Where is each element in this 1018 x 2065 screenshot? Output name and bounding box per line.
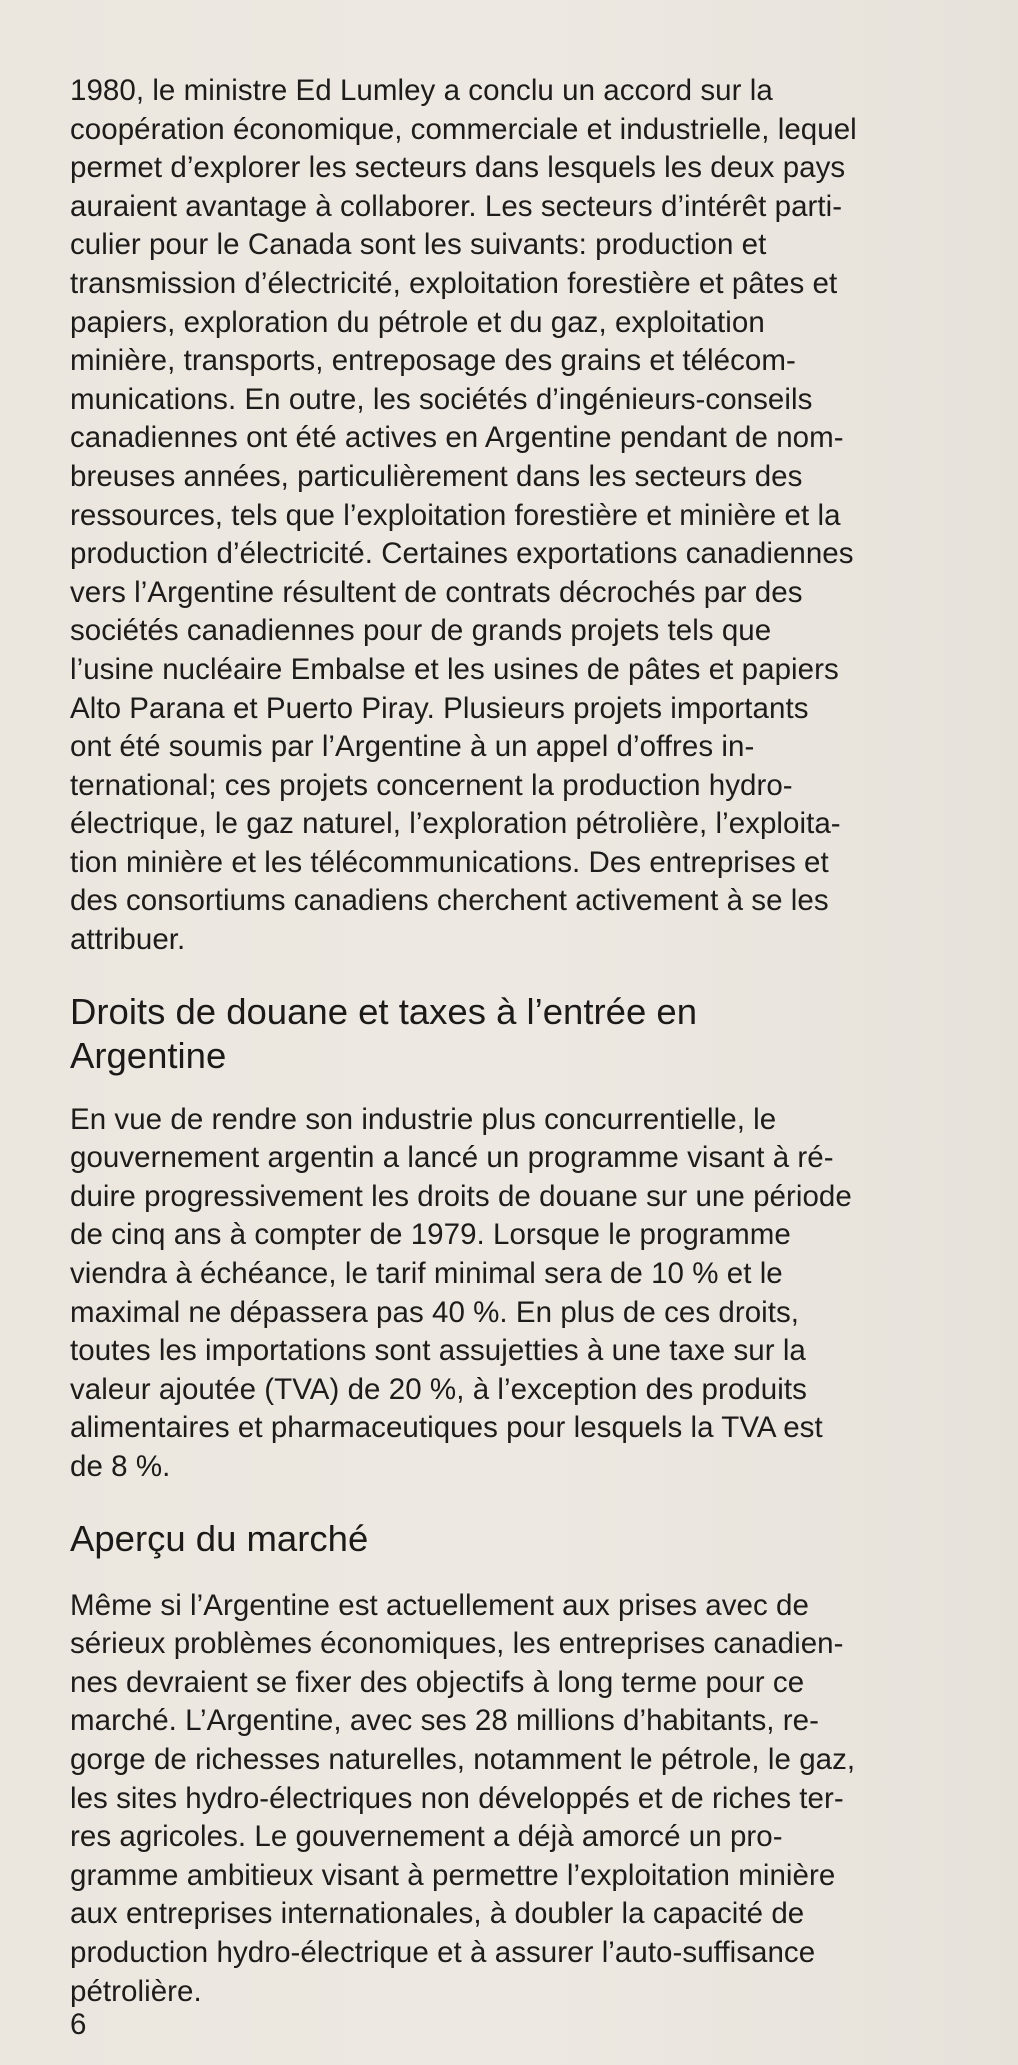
section-heading-customs-duties: Droits de douane et taxes à l’entrée en Argentine (70, 990, 697, 1076)
page-number: 6 (70, 2008, 87, 2041)
page-content (70, 72, 975, 2011)
paragraph-cooperation-agreement: 1980, le ministre Ed Lumley a conclu un accord sur la coopération économique, commerciale et industrielle, lequel permet d’explorer les secteurs dans lesquels les deux pays auraient avantage à collaborer. Les secteurs d’intérêt parti- culier pour le Canada sont les suivants: production et transmission d’électricité, exploitation forestière et pâtes et papiers, exploration du pétrole et du gaz, exploitation minière, transports, entreposage des grains et télécom- munications. En outre, les sociétés d’ingénieurs-conseils canadiennes ont été actives en Argentine pendant de nom- breuses années, particulièrement dans les secteurs des ressources, tels que l’exploitation forestière et minière et la production d’électricité. Certaines exportations canadiennes vers l’Argentine résultent de contrats décrochés par des sociétés canadiennes pour de grands projets tels que l’usine nucléaire Embalse et les usines de pâtes et papiers Alto Parana et Puerto Piray. Plusieurs projets importants ont été soumis par l’Argentine à un appel d’offres in- ternational; ces projets concernent la production hydro- électrique, le gaz naturel, l’exploration pétrolière, l’exploita- tion minière et les télécommunications. Des entreprises et des consortiums canadiens cherchent activement à se les attribuer. (70, 74, 857, 957)
paragraph-customs-duties: En vue de rendre son industrie plus concurrentielle, le gouvernement argentin a lancé un programme visant à ré- duire progressivement les droits de douane sur une période de cinq ans à compter de 1979. Lorsque le programme viendra à échéance, le tarif minimal sera de 10 % et le maximal ne dépassera pas 40 %. En plus de ces droits, toutes les importations sont assujetties à une taxe sur la valeur ajoutée (TVA) de 20 %, à l’exception des produits alimentaires et pharmaceutiques pour lesquels la TVA est de 8 %. (70, 1102, 852, 1483)
section-heading-market-overview: Aperçu du marché (70, 1517, 369, 1559)
paragraph-market-overview: Même si l’Argentine est actuellement aux prises avec de sérieux problèmes économiques, les entreprises canadien- nes devraient se fixer des objectifs à long terme pour ce marché. L’Argentine, avec ses 28 millions d’habitants, re- gorge de richesses naturelles, notamment le pétrole, le gaz, les sites hydro-électriques non développés et de riches ter- res agricoles. Le gouvernement a déjà amorcé un pro- gramme ambitieux visant à permettre l’exploitation minière aux entreprises internationales, à doubler la capacité de production hydro-électrique et à assurer l’auto-suffisance pétrolière. (70, 1588, 856, 2008)
